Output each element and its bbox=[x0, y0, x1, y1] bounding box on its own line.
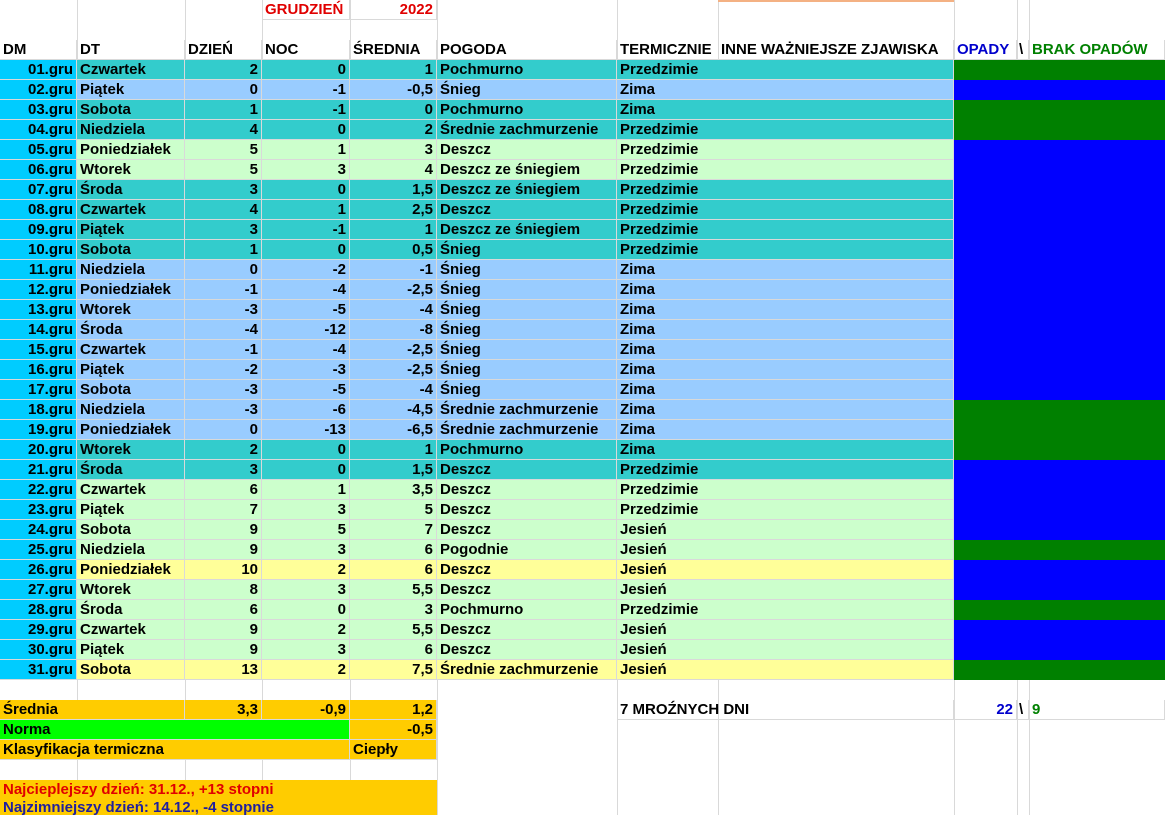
cell-dt: Czwartek bbox=[77, 620, 185, 640]
cell-day: 4 bbox=[185, 200, 262, 220]
precip-marker bbox=[954, 500, 1165, 520]
cell-dt: Środa bbox=[77, 600, 185, 620]
cell-avg: 5,5 bbox=[350, 580, 437, 600]
cell-dt: Wtorek bbox=[77, 300, 185, 320]
cell-thermal: Zima bbox=[617, 400, 954, 420]
cell-avg: -4,5 bbox=[350, 400, 437, 420]
cell-weather: Pochmurno bbox=[437, 100, 617, 120]
cell-thermal: Przedzimie bbox=[617, 180, 954, 200]
cell-weather: Pochmurno bbox=[437, 440, 617, 460]
summary-block bbox=[0, 700, 437, 760]
year-title: 2022 bbox=[350, 0, 437, 20]
cell-dt: Wtorek bbox=[77, 580, 185, 600]
cell-night: 0 bbox=[262, 180, 350, 200]
cell-day: -3 bbox=[185, 300, 262, 320]
cell-dm: 31.gru bbox=[0, 660, 77, 680]
cell-dm: 05.gru bbox=[0, 140, 77, 160]
cell-weather: Śnieg bbox=[437, 280, 617, 300]
cell-avg: 1,5 bbox=[350, 460, 437, 480]
precip-marker bbox=[954, 380, 1165, 400]
cell-thermal: Zima bbox=[617, 300, 954, 320]
cell-dt: Czwartek bbox=[77, 60, 185, 80]
cell-avg: -2,5 bbox=[350, 340, 437, 360]
cell-avg: 3 bbox=[350, 600, 437, 620]
cell-avg: 3,5 bbox=[350, 480, 437, 500]
cell-weather: Deszcz ze śniegiem bbox=[437, 180, 617, 200]
norm-label: Norma bbox=[0, 720, 350, 740]
cell-day: 5 bbox=[185, 160, 262, 180]
cell-day: -3 bbox=[185, 380, 262, 400]
precip-marker bbox=[954, 340, 1165, 360]
cell-day: -4 bbox=[185, 320, 262, 340]
top-accent-line bbox=[718, 0, 954, 2]
cell-day: 2 bbox=[185, 440, 262, 460]
cell-dt: Sobota bbox=[77, 380, 185, 400]
precip-marker bbox=[954, 520, 1165, 540]
cell-avg: 2,5 bbox=[350, 200, 437, 220]
cell-thermal: Przedzimie bbox=[617, 500, 954, 520]
noprecip-marker bbox=[954, 100, 1165, 120]
cell-weather: Deszcz ze śniegiem bbox=[437, 220, 617, 240]
coldest-day: Najzimniejszy dzień: 14.12., -4 stopnie bbox=[3, 799, 274, 816]
cell-avg: -8 bbox=[350, 320, 437, 340]
cell-day: 13 bbox=[185, 660, 262, 680]
precip-marker bbox=[954, 220, 1165, 240]
cell-day: -1 bbox=[185, 280, 262, 300]
cell-day: 3 bbox=[185, 220, 262, 240]
cell-night: -12 bbox=[262, 320, 350, 340]
cell-dm: 26.gru bbox=[0, 560, 77, 580]
cell-avg: 5,5 bbox=[350, 620, 437, 640]
cell-dt: Poniedziałek bbox=[77, 420, 185, 440]
precip-marker bbox=[954, 180, 1165, 200]
cell-dm: 30.gru bbox=[0, 640, 77, 660]
cell-dt: Wtorek bbox=[77, 160, 185, 180]
cell-dm: 10.gru bbox=[0, 240, 77, 260]
cell-day: 0 bbox=[185, 80, 262, 100]
header-thermal: TERMICZNIE bbox=[617, 40, 718, 60]
cell-night: -3 bbox=[262, 360, 350, 380]
cell-night: 2 bbox=[262, 660, 350, 680]
cell-weather: Deszcz bbox=[437, 500, 617, 520]
cell-dt: Wtorek bbox=[77, 440, 185, 460]
precip-marker bbox=[954, 300, 1165, 320]
cell-thermal: Zima bbox=[617, 100, 954, 120]
cell-thermal: Przedzimie bbox=[617, 140, 954, 160]
precip-count: 22 bbox=[954, 700, 1017, 720]
cell-night: 2 bbox=[262, 560, 350, 580]
cell-dm: 21.gru bbox=[0, 460, 77, 480]
precip-marker bbox=[954, 200, 1165, 220]
cell-weather: Śnieg bbox=[437, 260, 617, 280]
cell-weather: Średnie zachmurzenie bbox=[437, 420, 617, 440]
precip-marker bbox=[954, 580, 1165, 600]
cell-dt: Środa bbox=[77, 320, 185, 340]
cell-weather: Średnie zachmurzenie bbox=[437, 120, 617, 140]
noprecip-marker bbox=[954, 600, 1165, 620]
cell-weather: Deszcz bbox=[437, 460, 617, 480]
cell-day: 4 bbox=[185, 120, 262, 140]
cell-dt: Czwartek bbox=[77, 480, 185, 500]
cell-thermal: Przedzimie bbox=[617, 60, 954, 80]
cell-thermal: Jesień bbox=[617, 640, 954, 660]
cell-dt: Czwartek bbox=[77, 340, 185, 360]
cell-dm: 17.gru bbox=[0, 380, 77, 400]
cell-thermal: Przedzimie bbox=[617, 160, 954, 180]
cell-dt: Piątek bbox=[77, 500, 185, 520]
header-dt: DT bbox=[77, 40, 185, 60]
cell-dm: 04.gru bbox=[0, 120, 77, 140]
cell-avg: 1 bbox=[350, 60, 437, 80]
precip-marker bbox=[954, 320, 1165, 340]
cell-dt: Niedziela bbox=[77, 260, 185, 280]
header-dm: DM bbox=[0, 40, 77, 60]
cell-weather: Deszcz bbox=[437, 200, 617, 220]
header-events: INNE WAŻNIEJSZE ZJAWISKA bbox=[718, 40, 954, 60]
cell-dt: Niedziela bbox=[77, 400, 185, 420]
cell-avg: 1 bbox=[350, 440, 437, 460]
noprecip-marker bbox=[954, 540, 1165, 560]
header-precip: OPADY bbox=[954, 40, 1017, 60]
noprecip-marker bbox=[954, 60, 1165, 80]
cell-day: -1 bbox=[185, 340, 262, 360]
header-day: DZIEŃ bbox=[185, 40, 262, 60]
cell-weather: Śnieg bbox=[437, 240, 617, 260]
noprecip-marker bbox=[954, 440, 1165, 460]
cell-night: 0 bbox=[262, 240, 350, 260]
cell-dt: Sobota bbox=[77, 660, 185, 680]
cell-thermal: Jesień bbox=[617, 560, 954, 580]
cell-thermal: Jesień bbox=[617, 620, 954, 640]
precip-marker bbox=[954, 560, 1165, 580]
cell-avg: 5 bbox=[350, 500, 437, 520]
cell-night: 3 bbox=[262, 500, 350, 520]
precip-marker bbox=[954, 360, 1165, 380]
cell-thermal: Przedzimie bbox=[617, 480, 954, 500]
cell-thermal: Zima bbox=[617, 420, 954, 440]
precip-marker bbox=[954, 260, 1165, 280]
cell-weather: Średnie zachmurzenie bbox=[437, 660, 617, 680]
cell-weather: Średnie zachmurzenie bbox=[437, 400, 617, 420]
cell-dt: Poniedziałek bbox=[77, 140, 185, 160]
count-sep: \ bbox=[1017, 700, 1029, 720]
cell-dt: Niedziela bbox=[77, 540, 185, 560]
cell-thermal: Jesień bbox=[617, 540, 954, 560]
cell-weather: Deszcz bbox=[437, 480, 617, 500]
cell-day: 8 bbox=[185, 580, 262, 600]
cell-avg: 6 bbox=[350, 640, 437, 660]
precip-marker bbox=[954, 620, 1165, 640]
cell-dm: 19.gru bbox=[0, 420, 77, 440]
noprecip-marker bbox=[954, 120, 1165, 140]
cell-day: -3 bbox=[185, 400, 262, 420]
cell-thermal: Przedzimie bbox=[617, 460, 954, 480]
cell-dm: 13.gru bbox=[0, 300, 77, 320]
cell-weather: Pogodnie bbox=[437, 540, 617, 560]
cell-weather: Śnieg bbox=[437, 300, 617, 320]
precip-marker bbox=[954, 480, 1165, 500]
cell-weather: Śnieg bbox=[437, 340, 617, 360]
noprecip-marker bbox=[954, 400, 1165, 420]
cell-weather: Pochmurno bbox=[437, 60, 617, 80]
cell-weather: Śnieg bbox=[437, 80, 617, 100]
cell-night: 0 bbox=[262, 460, 350, 480]
extremes-block bbox=[0, 780, 437, 815]
cell-weather: Deszcz ze śniegiem bbox=[437, 160, 617, 180]
precip-marker bbox=[954, 460, 1165, 480]
cell-thermal: Przedzimie bbox=[617, 120, 954, 140]
cell-thermal: Przedzimie bbox=[617, 200, 954, 220]
cell-day: 10 bbox=[185, 560, 262, 580]
cell-dt: Poniedziałek bbox=[77, 280, 185, 300]
cell-avg: 6 bbox=[350, 560, 437, 580]
cell-dm: 29.gru bbox=[0, 620, 77, 640]
cell-avg: -4 bbox=[350, 380, 437, 400]
norm-value: -0,5 bbox=[350, 720, 437, 740]
cell-avg: -0,5 bbox=[350, 80, 437, 100]
cell-day: 9 bbox=[185, 520, 262, 540]
cell-day: 5 bbox=[185, 140, 262, 160]
noprecip-marker bbox=[954, 660, 1165, 680]
cell-dt: Piątek bbox=[77, 220, 185, 240]
cell-day: 0 bbox=[185, 260, 262, 280]
cell-avg: 7,5 bbox=[350, 660, 437, 680]
cell-dm: 12.gru bbox=[0, 280, 77, 300]
cell-night: -13 bbox=[262, 420, 350, 440]
cell-dm: 25.gru bbox=[0, 540, 77, 560]
cell-day: 3 bbox=[185, 180, 262, 200]
cell-avg: 4 bbox=[350, 160, 437, 180]
header-avg: ŚREDNIA bbox=[350, 40, 437, 60]
cell-night: 3 bbox=[262, 640, 350, 660]
cell-avg: -2,5 bbox=[350, 360, 437, 380]
avg-day: 3,3 bbox=[185, 700, 262, 720]
cell-day: 9 bbox=[185, 640, 262, 660]
cell-dt: Środa bbox=[77, 180, 185, 200]
cell-weather: Deszcz bbox=[437, 560, 617, 580]
cell-night: -1 bbox=[262, 100, 350, 120]
cell-avg: 6 bbox=[350, 540, 437, 560]
precip-marker bbox=[954, 140, 1165, 160]
cell-dm: 09.gru bbox=[0, 220, 77, 240]
cell-dt: Sobota bbox=[77, 520, 185, 540]
cell-dt: Piątek bbox=[77, 640, 185, 660]
cell-thermal: Jesień bbox=[617, 580, 954, 600]
cell-thermal: Zima bbox=[617, 380, 954, 400]
cell-dt: Piątek bbox=[77, 360, 185, 380]
cell-night: 0 bbox=[262, 60, 350, 80]
cell-dm: 28.gru bbox=[0, 600, 77, 620]
cell-day: -2 bbox=[185, 360, 262, 380]
frost-days: 7 MROŹNYCH DNI bbox=[617, 700, 954, 720]
cell-dm: 14.gru bbox=[0, 320, 77, 340]
cell-day: 3 bbox=[185, 460, 262, 480]
cell-night: 1 bbox=[262, 480, 350, 500]
cell-night: 0 bbox=[262, 440, 350, 460]
cell-thermal: Zima bbox=[617, 340, 954, 360]
cell-day: 1 bbox=[185, 240, 262, 260]
cell-dm: 06.gru bbox=[0, 160, 77, 180]
cell-dm: 22.gru bbox=[0, 480, 77, 500]
cell-avg: -2,5 bbox=[350, 280, 437, 300]
cell-dm: 20.gru bbox=[0, 440, 77, 460]
precip-marker bbox=[954, 640, 1165, 660]
cell-night: 0 bbox=[262, 600, 350, 620]
cell-avg: 0,5 bbox=[350, 240, 437, 260]
warmest-day: Najcieplejszy dzień: 31.12., +13 stopni bbox=[3, 781, 274, 798]
cell-avg: 1,5 bbox=[350, 180, 437, 200]
cell-dm: 24.gru bbox=[0, 520, 77, 540]
cell-weather: Deszcz bbox=[437, 640, 617, 660]
cell-avg: -6,5 bbox=[350, 420, 437, 440]
cell-thermal: Jesień bbox=[617, 660, 954, 680]
cell-night: 1 bbox=[262, 200, 350, 220]
cell-dm: 08.gru bbox=[0, 200, 77, 220]
cell-weather: Deszcz bbox=[437, 520, 617, 540]
cell-avg: 0 bbox=[350, 100, 437, 120]
cell-weather: Śnieg bbox=[437, 320, 617, 340]
cell-night: -4 bbox=[262, 340, 350, 360]
cell-thermal: Zima bbox=[617, 260, 954, 280]
cell-thermal: Przedzimie bbox=[617, 600, 954, 620]
avg-mean: 1,2 bbox=[350, 700, 437, 720]
cell-day: 0 bbox=[185, 420, 262, 440]
avg-night: -0,9 bbox=[262, 700, 350, 720]
cell-avg: 1 bbox=[350, 220, 437, 240]
cell-dm: 23.gru bbox=[0, 500, 77, 520]
cell-night: -5 bbox=[262, 380, 350, 400]
cell-day: 9 bbox=[185, 540, 262, 560]
cell-dm: 15.gru bbox=[0, 340, 77, 360]
cell-weather: Śnieg bbox=[437, 380, 617, 400]
cell-dt: Niedziela bbox=[77, 120, 185, 140]
cell-day: 6 bbox=[185, 480, 262, 500]
cell-avg: 3 bbox=[350, 140, 437, 160]
cell-thermal: Zima bbox=[617, 80, 954, 100]
noprecip-marker bbox=[954, 420, 1165, 440]
cell-dt: Środa bbox=[77, 460, 185, 480]
cell-night: -4 bbox=[262, 280, 350, 300]
cell-dm: 03.gru bbox=[0, 100, 77, 120]
cell-avg: -4 bbox=[350, 300, 437, 320]
cell-thermal: Przedzimie bbox=[617, 220, 954, 240]
class-value: Ciepły bbox=[350, 740, 437, 760]
precip-marker bbox=[954, 80, 1165, 100]
cell-weather: Deszcz bbox=[437, 140, 617, 160]
cell-night: 5 bbox=[262, 520, 350, 540]
cell-dm: 11.gru bbox=[0, 260, 77, 280]
cell-day: 6 bbox=[185, 600, 262, 620]
cell-night: -5 bbox=[262, 300, 350, 320]
cell-thermal: Zima bbox=[617, 320, 954, 340]
cell-avg: 7 bbox=[350, 520, 437, 540]
cell-night: -1 bbox=[262, 80, 350, 100]
cell-thermal: Przedzimie bbox=[617, 240, 954, 260]
cell-day: 7 bbox=[185, 500, 262, 520]
cell-thermal: Zima bbox=[617, 360, 954, 380]
cell-day: 9 bbox=[185, 620, 262, 640]
cell-dm: 18.gru bbox=[0, 400, 77, 420]
month-title: GRUDZIEŃ bbox=[262, 0, 350, 20]
cell-dm: 07.gru bbox=[0, 180, 77, 200]
avg-label: Średnia bbox=[0, 700, 185, 720]
cell-dm: 16.gru bbox=[0, 360, 77, 380]
precip-marker bbox=[954, 280, 1165, 300]
cell-night: -1 bbox=[262, 220, 350, 240]
cell-dm: 27.gru bbox=[0, 580, 77, 600]
cell-night: -6 bbox=[262, 400, 350, 420]
cell-dt: Piątek bbox=[77, 80, 185, 100]
cell-weather: Deszcz bbox=[437, 580, 617, 600]
cell-dt: Sobota bbox=[77, 100, 185, 120]
precip-marker bbox=[954, 240, 1165, 260]
cell-night: 3 bbox=[262, 160, 350, 180]
cell-dt: Poniedziałek bbox=[77, 560, 185, 580]
header-night: NOC bbox=[262, 40, 350, 60]
class-label: Klasyfikacja termiczna bbox=[0, 740, 350, 760]
cell-night: 3 bbox=[262, 580, 350, 600]
cell-night: 2 bbox=[262, 620, 350, 640]
cell-dt: Sobota bbox=[77, 240, 185, 260]
header-noprecip: BRAK OPADÓW bbox=[1029, 40, 1165, 60]
cell-thermal: Zima bbox=[617, 280, 954, 300]
cell-night: 1 bbox=[262, 140, 350, 160]
cell-dm: 01.gru bbox=[0, 60, 77, 80]
cell-weather: Śnieg bbox=[437, 360, 617, 380]
header-sep: \ bbox=[1017, 40, 1029, 60]
cell-avg: 2 bbox=[350, 120, 437, 140]
cell-dt: Czwartek bbox=[77, 200, 185, 220]
cell-night: 3 bbox=[262, 540, 350, 560]
cell-day: 2 bbox=[185, 60, 262, 80]
cell-dm: 02.gru bbox=[0, 80, 77, 100]
cell-day: 1 bbox=[185, 100, 262, 120]
noprecip-count: 9 bbox=[1029, 700, 1165, 720]
cell-thermal: Zima bbox=[617, 440, 954, 460]
cell-thermal: Jesień bbox=[617, 520, 954, 540]
cell-night: -2 bbox=[262, 260, 350, 280]
cell-weather: Pochmurno bbox=[437, 600, 617, 620]
cell-night: 0 bbox=[262, 120, 350, 140]
header-weather: POGODA bbox=[437, 40, 617, 60]
cell-avg: -1 bbox=[350, 260, 437, 280]
precip-marker bbox=[954, 160, 1165, 180]
cell-weather: Deszcz bbox=[437, 620, 617, 640]
